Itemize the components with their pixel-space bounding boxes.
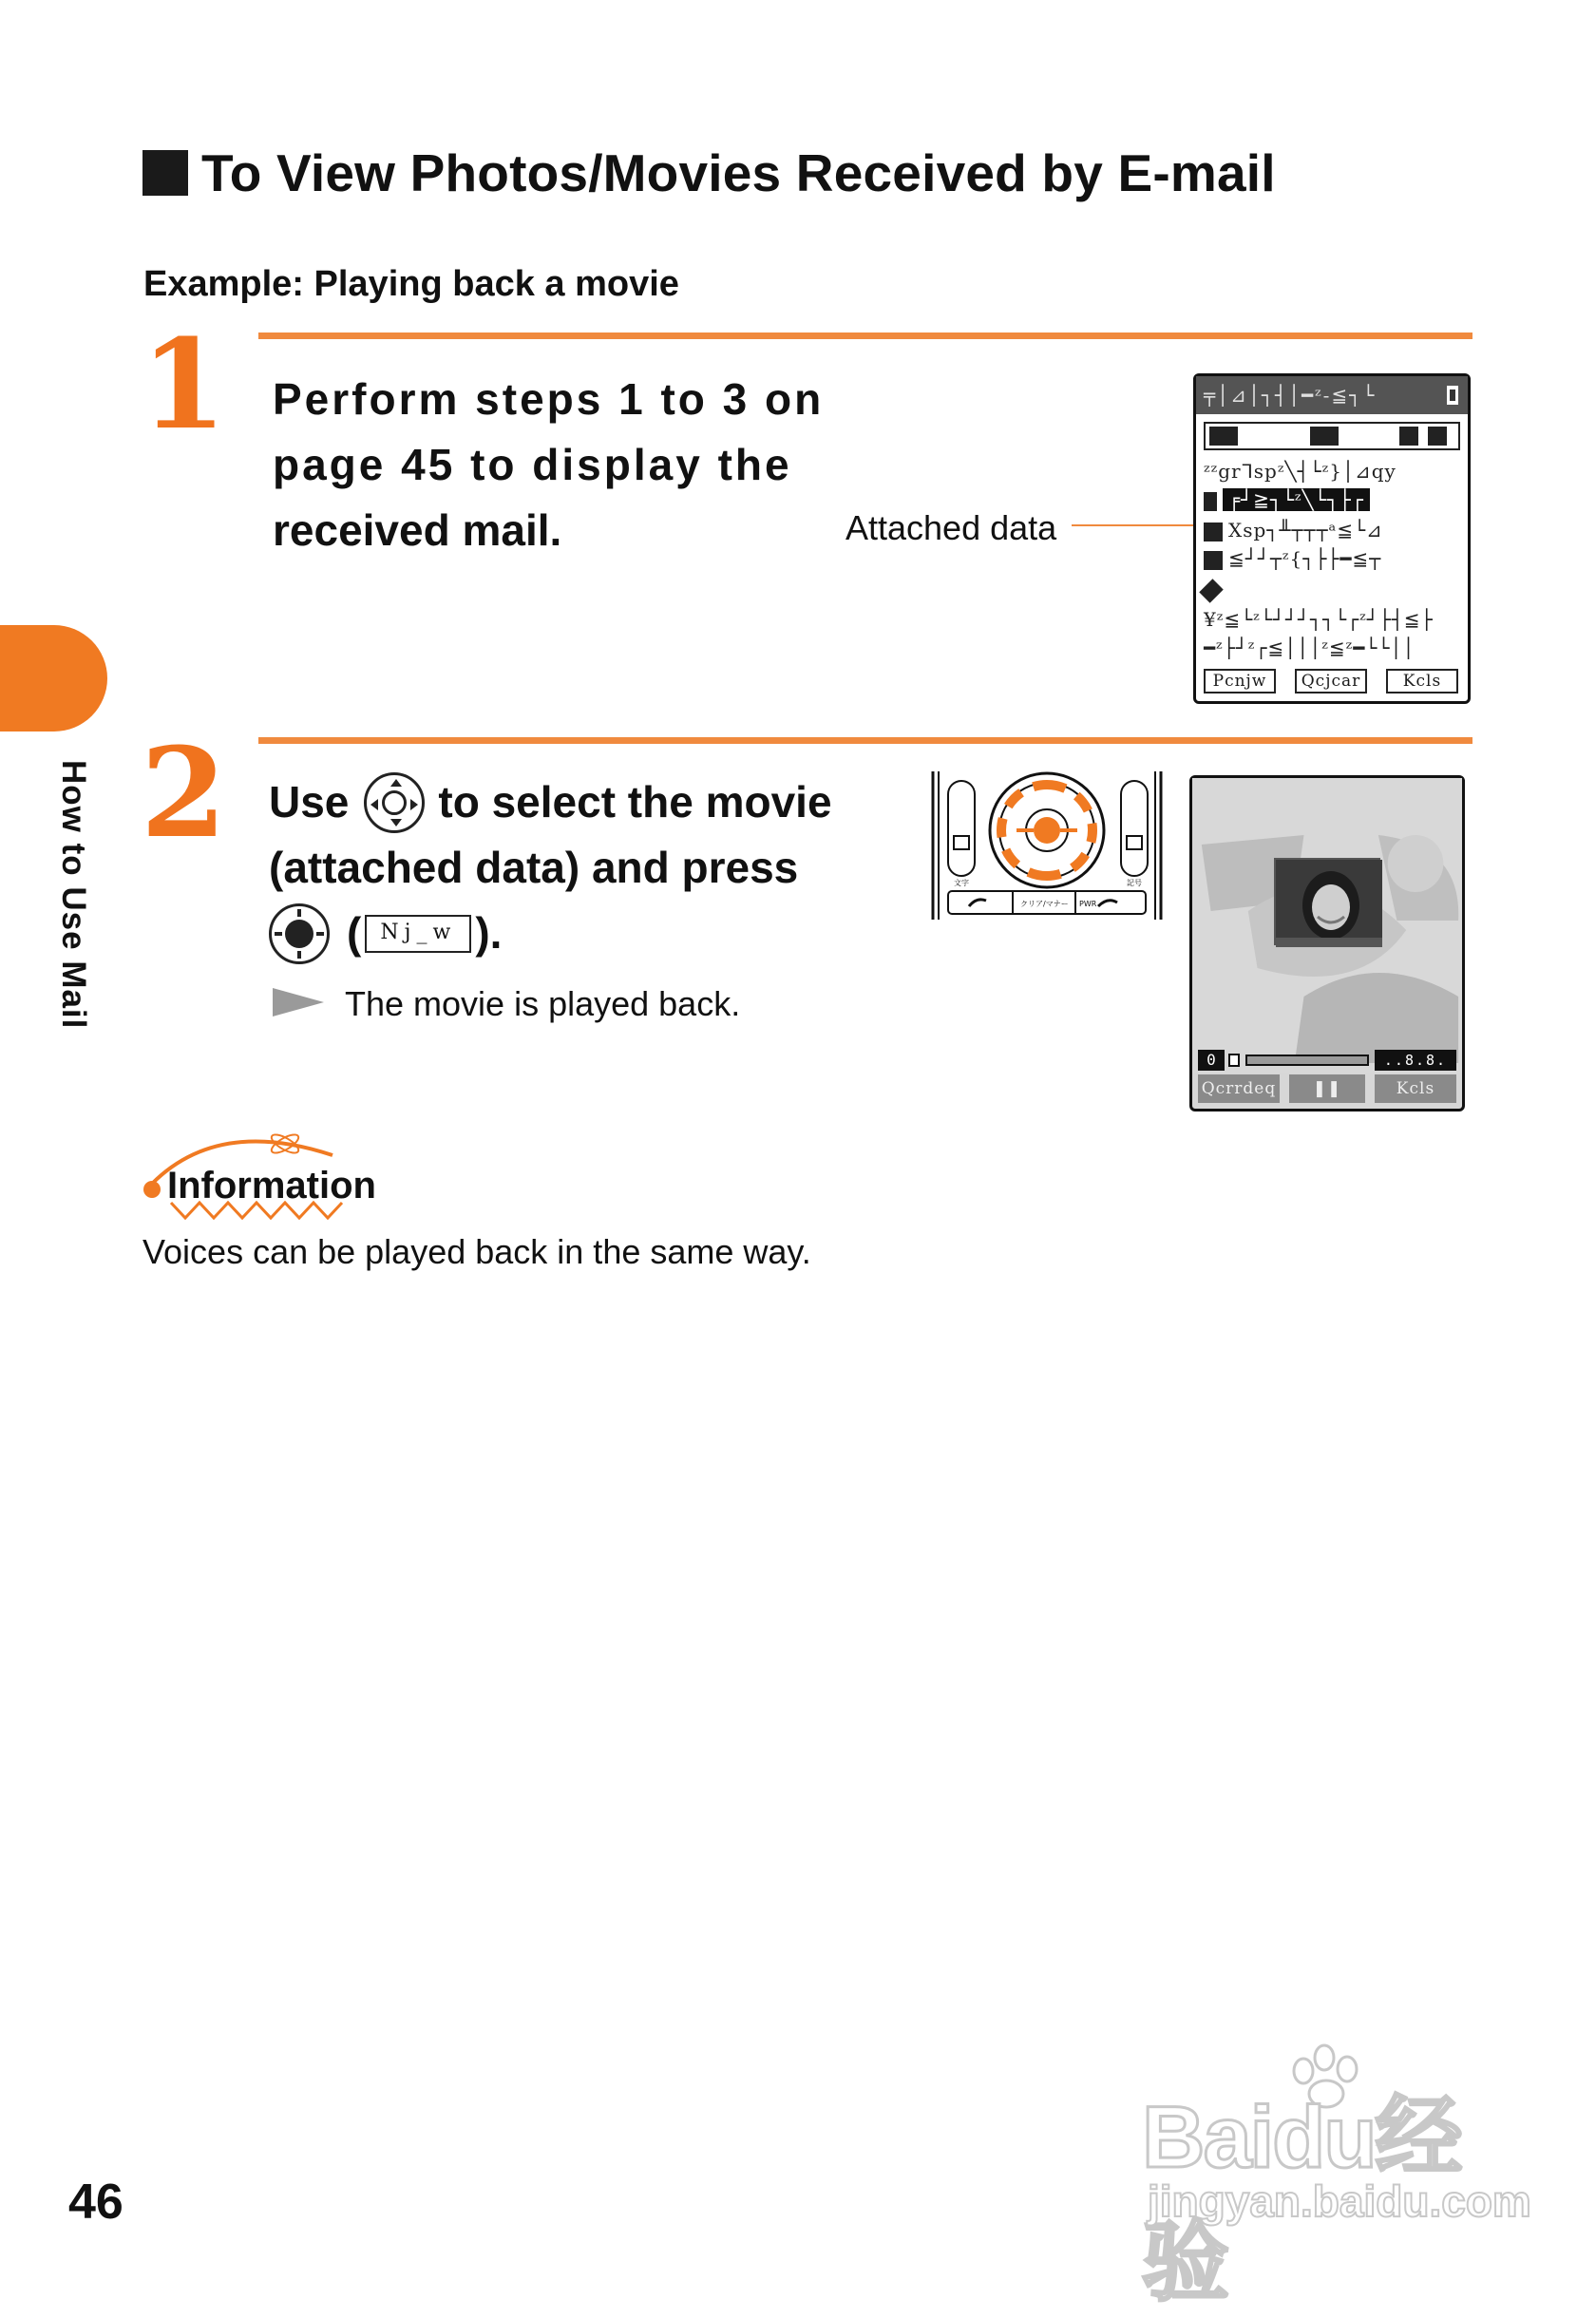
baidu-watermark	[1142, 2042, 1531, 2311]
battery-icon	[1447, 386, 1458, 405]
up-arrow-icon	[390, 779, 402, 787]
mail-row	[1204, 578, 1225, 600]
tick-mark	[297, 909, 301, 917]
progress-track	[1245, 1054, 1369, 1066]
chapter-label: How to Use Mail	[55, 760, 92, 1030]
step1-rule	[258, 332, 1472, 339]
status-glyphs: ╤│⊿│┐┤│━ᶻ-≦┐└	[1204, 384, 1377, 407]
video-thumbnail	[1274, 858, 1380, 945]
mail-row: ᶻᶻgrᒣspᶻ╲┤└ᶻ}│⊿qy	[1204, 460, 1396, 483]
paren-open: (	[347, 908, 362, 958]
mail-icon	[1209, 427, 1238, 446]
information-label: Information	[167, 1165, 376, 1206]
mail-body-row: ¥ᶻ≦└ᶻ└┘┘┘┐┐└┌ᶻ┘├┤≦├	[1204, 608, 1434, 631]
step1-line: Perform steps 1 to 3 on	[273, 374, 825, 424]
keypad-right-label: 記号	[1127, 879, 1142, 887]
step2-line3	[269, 901, 832, 966]
keypad-illustration	[931, 768, 1163, 923]
center-dot	[285, 920, 314, 948]
page-title: To View Photos/Movies Received by E-mail	[201, 143, 1276, 202]
step2-use-text: Use	[269, 777, 350, 826]
right-arrow-icon	[410, 799, 418, 810]
softkey-label-box: Nj_w	[365, 915, 471, 953]
person-photo	[1276, 860, 1382, 947]
step2-line2: (attached data) and press	[269, 843, 799, 892]
step2-select-text: to select the movie	[438, 777, 832, 826]
person-icon	[1204, 492, 1217, 511]
page-number: 46	[68, 2175, 124, 2230]
chapter-tab	[0, 625, 107, 732]
keypad-mid-label: クリア/マナー	[1020, 900, 1069, 908]
center-ring	[382, 790, 407, 815]
mail-screen-illustration	[1193, 373, 1471, 704]
example-caption: Example: Playing back a movie	[143, 264, 679, 304]
keypad-left-label: 文字	[954, 879, 969, 887]
result-arrow-icon	[273, 988, 324, 1016]
movie-attachment-icon	[1204, 522, 1223, 542]
softkey-center: Qcjcar	[1295, 669, 1367, 694]
attached-data-row: Xsp┐╨┬┬┬ᵃ≦└⊿	[1204, 519, 1383, 542]
pause-icon: ❚❚	[1289, 1074, 1365, 1103]
softkey-left: Pcnjw	[1204, 669, 1276, 694]
step2-instruction	[269, 770, 832, 966]
playback-progress-bar	[1198, 1050, 1456, 1071]
film-icon	[1428, 427, 1447, 446]
lock-icon	[1399, 427, 1418, 446]
mail-header-box	[1204, 422, 1460, 450]
heading-square-icon	[142, 150, 188, 196]
speaker-icon	[1228, 1054, 1240, 1067]
center-key-icon	[269, 903, 330, 964]
mail-body-row: ━ᶻ├┘ᶻ┌≦│││ᶻ≦ᶻ━└└││	[1204, 636, 1416, 659]
softkey-right: Kcls	[1375, 1074, 1456, 1103]
status-bar	[1196, 376, 1468, 414]
tick-mark	[297, 951, 301, 959]
multi-selector-icon	[364, 772, 425, 833]
section-heading	[142, 142, 1276, 203]
mail-row	[1204, 488, 1370, 511]
step2-line1	[269, 770, 832, 835]
step2-number: 2	[141, 720, 227, 865]
movie-playback-screen	[1189, 775, 1465, 1112]
step1-line: received mail.	[273, 505, 562, 555]
softkey-right: Kcls	[1386, 669, 1458, 694]
step2-rule	[258, 737, 1472, 744]
mark-icon	[1310, 427, 1339, 446]
attached-data-callout: Attached data	[846, 508, 1057, 547]
down-arrow-icon	[390, 819, 402, 826]
softkey-left: Qcrrdeq	[1198, 1074, 1280, 1103]
keypad-pwr-label: PWR	[1079, 900, 1097, 908]
step1-number: 1	[141, 312, 227, 457]
mail-row: ≦┘┘┬ᶻ{┐├├━≦┬	[1204, 547, 1381, 570]
watermark-sub: jingyan.baidu.com	[1148, 2176, 1531, 2226]
attachment-icon	[1204, 551, 1223, 570]
watermark-main: Baidu经验	[1142, 2089, 1461, 2311]
left-arrow-icon	[370, 799, 378, 810]
tick-mark	[275, 932, 282, 936]
paren-close: ).	[475, 908, 503, 958]
information-text: Voices can be played back in the same way.	[142, 1232, 811, 1271]
playback-time: ..8.8.	[1375, 1050, 1456, 1071]
step1-line: page 45 to display the	[273, 440, 792, 489]
mail-sender-highlight: ╒┘≧┐└ᶻ╲└┐├┌	[1223, 488, 1370, 511]
tick-mark	[316, 932, 324, 936]
volume-counter: 0	[1198, 1050, 1225, 1071]
step2-result: The movie is played back.	[345, 984, 741, 1023]
step1-instruction	[273, 367, 824, 563]
pencil-icon	[1199, 579, 1223, 602]
